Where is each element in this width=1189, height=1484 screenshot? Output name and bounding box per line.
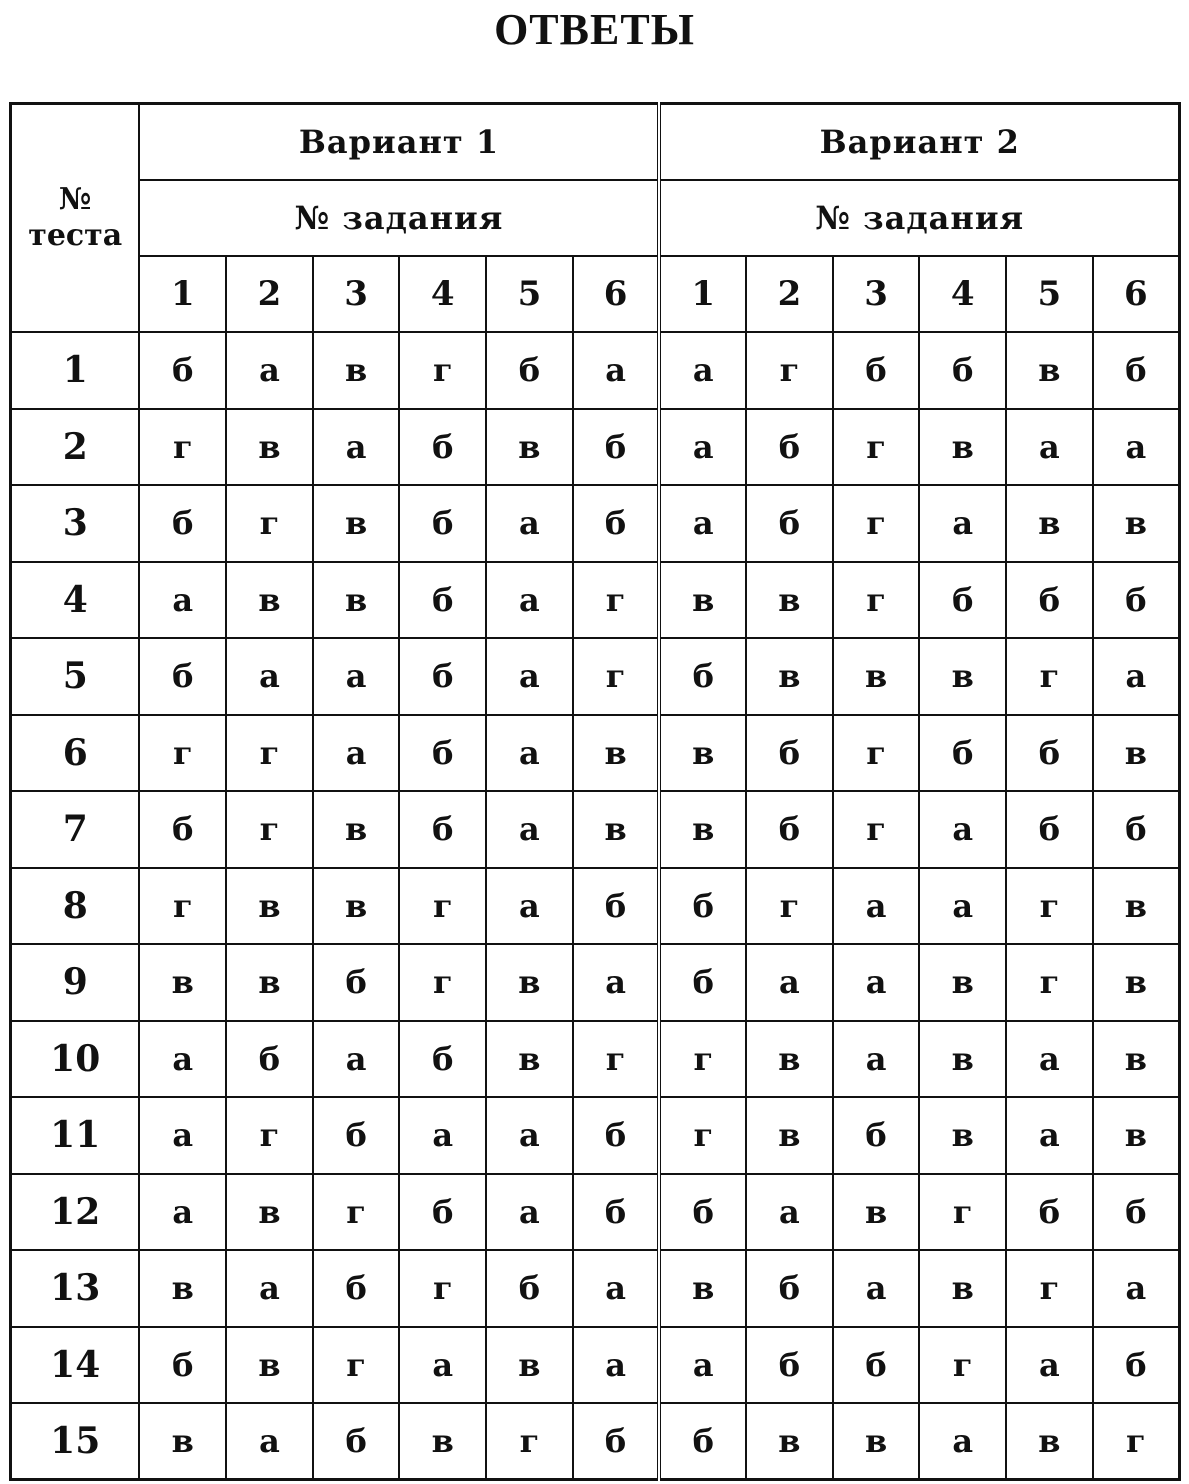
answer-cell: б <box>399 715 486 792</box>
answer-cell: г <box>833 791 920 868</box>
answer-cell: в <box>226 944 313 1021</box>
table-row <box>11 715 1180 792</box>
answers-body <box>11 332 1180 1480</box>
answer-cell: б <box>659 1174 746 1251</box>
answer-cell: б <box>139 332 226 409</box>
answer-cell: б <box>1006 1174 1093 1251</box>
answer-cell: а <box>833 944 920 1021</box>
answer-cell: в <box>1093 1097 1180 1174</box>
answer-cell: а <box>1006 1021 1093 1098</box>
variant-1-task-number: 5 <box>486 256 573 332</box>
answer-cell: г <box>139 868 226 945</box>
answer-cell: б <box>226 1021 313 1098</box>
answer-cell: а <box>1093 638 1180 715</box>
answer-cell: б <box>919 332 1006 409</box>
answer-cell: в <box>1093 485 1180 562</box>
answer-cell: б <box>399 791 486 868</box>
answer-cell: в <box>486 409 573 486</box>
answer-cell: а <box>226 638 313 715</box>
answer-cell: г <box>1093 1403 1180 1480</box>
answer-cell: б <box>486 1250 573 1327</box>
test-number-cell: 6 <box>11 715 140 792</box>
answer-cell: б <box>1006 715 1093 792</box>
answer-cell: а <box>486 1174 573 1251</box>
answer-cell: г <box>659 1097 746 1174</box>
answer-cell: а <box>139 1021 226 1098</box>
table-row <box>11 409 1180 486</box>
answer-cell: б <box>313 1250 400 1327</box>
variant-1-header: Вариант 1 <box>139 104 659 181</box>
answer-cell: г <box>746 868 833 945</box>
answer-cell: а <box>313 715 400 792</box>
variant-2-task-header: № задания <box>659 180 1179 256</box>
answer-cell: а <box>573 1327 660 1404</box>
answer-cell: г <box>399 868 486 945</box>
answer-cell: в <box>919 1021 1006 1098</box>
answer-cell: г <box>226 791 313 868</box>
answer-cell: а <box>139 1174 226 1251</box>
answer-cell: а <box>573 944 660 1021</box>
answer-cell: б <box>573 485 660 562</box>
answer-cell: в <box>313 332 400 409</box>
answer-cell: в <box>226 409 313 486</box>
answer-cell: г <box>659 1021 746 1098</box>
test-number-cell: 7 <box>11 791 140 868</box>
answer-cell: а <box>659 485 746 562</box>
answer-cell: в <box>833 1403 920 1480</box>
variant-1-task-number: 3 <box>313 256 400 332</box>
answer-cell: а <box>313 1021 400 1098</box>
answer-cell: в <box>746 1403 833 1480</box>
answer-cell: б <box>486 332 573 409</box>
answer-cell: а <box>486 868 573 945</box>
answer-cell: а <box>1006 1097 1093 1174</box>
answer-cell: в <box>313 791 400 868</box>
answer-cell: г <box>573 562 660 639</box>
answer-cell: а <box>399 1097 486 1174</box>
answer-cell: в <box>139 1403 226 1480</box>
answer-cell: в <box>139 944 226 1021</box>
answer-cell: б <box>399 562 486 639</box>
answer-cell: в <box>919 1097 1006 1174</box>
answer-cell: а <box>833 1021 920 1098</box>
variant-1-task-number: 4 <box>399 256 486 332</box>
answer-cell: г <box>399 944 486 1021</box>
answer-cell: а <box>486 791 573 868</box>
variant-2-task-number: 3 <box>833 256 920 332</box>
answer-cell: б <box>659 868 746 945</box>
answer-cell: в <box>313 868 400 945</box>
test-number-cell: 14 <box>11 1327 140 1404</box>
test-number-cell: 2 <box>11 409 140 486</box>
test-number-cell: 12 <box>11 1174 140 1251</box>
variant-2-header: Вариант 2 <box>659 104 1179 181</box>
answer-cell: в <box>659 562 746 639</box>
answer-cell: б <box>399 1021 486 1098</box>
table-row <box>11 485 1180 562</box>
answer-cell: в <box>919 944 1006 1021</box>
answer-cell: а <box>486 562 573 639</box>
table-row <box>11 1174 1180 1251</box>
answer-cell: в <box>226 1174 313 1251</box>
answer-cell: в <box>573 715 660 792</box>
answer-cell: в <box>486 1021 573 1098</box>
answers-table <box>9 102 1181 1481</box>
answer-cell: б <box>399 638 486 715</box>
answer-cell: б <box>659 1403 746 1480</box>
answer-cell: в <box>1093 944 1180 1021</box>
answer-cell: а <box>1006 409 1093 486</box>
answer-cell: в <box>226 562 313 639</box>
answer-cell: в <box>399 1403 486 1480</box>
answer-cell: г <box>833 485 920 562</box>
variant-1-task-number: 6 <box>573 256 660 332</box>
answer-cell: б <box>746 791 833 868</box>
variant-2-task-number: 2 <box>746 256 833 332</box>
answer-cell: б <box>399 485 486 562</box>
table-row <box>11 944 1180 1021</box>
answer-cell: б <box>746 409 833 486</box>
answer-cell: б <box>1093 1174 1180 1251</box>
answer-cell: б <box>139 485 226 562</box>
answer-cell: в <box>1006 1403 1093 1480</box>
answer-cell: а <box>226 332 313 409</box>
answer-cell: б <box>1093 332 1180 409</box>
answer-cell: а <box>573 1250 660 1327</box>
answer-cell: а <box>746 1174 833 1251</box>
answer-cell: г <box>1006 868 1093 945</box>
answer-cell: б <box>313 1097 400 1174</box>
answer-cell: в <box>226 868 313 945</box>
test-number-cell: 13 <box>11 1250 140 1327</box>
answer-cell: б <box>139 638 226 715</box>
page-title: ОТВЕТЫ <box>494 5 695 54</box>
answer-cell: г <box>1006 944 1093 1021</box>
answer-cell: б <box>659 638 746 715</box>
test-number-cell: 5 <box>11 638 140 715</box>
answer-cell: б <box>746 715 833 792</box>
test-number-header: № теста <box>11 104 140 333</box>
answer-cell: б <box>573 409 660 486</box>
variant-2-task-number: 1 <box>659 256 746 332</box>
answer-cell: г <box>139 715 226 792</box>
answer-cell: г <box>313 1327 400 1404</box>
answer-cell: б <box>573 868 660 945</box>
answer-cell: а <box>919 1403 1006 1480</box>
answer-cell: г <box>486 1403 573 1480</box>
answer-cell: г <box>139 409 226 486</box>
answer-cell: а <box>313 409 400 486</box>
answer-cell: а <box>313 638 400 715</box>
answer-cell: в <box>746 1097 833 1174</box>
table-row <box>11 332 1180 409</box>
answer-cell: в <box>659 791 746 868</box>
answer-cell: в <box>919 409 1006 486</box>
answer-cell: г <box>226 485 313 562</box>
answer-cell: б <box>139 791 226 868</box>
answer-cell: б <box>746 1250 833 1327</box>
answer-cell: а <box>486 1097 573 1174</box>
answer-cell: в <box>313 562 400 639</box>
answer-cell: б <box>573 1097 660 1174</box>
answer-cell: в <box>1093 1021 1180 1098</box>
test-number-cell: 4 <box>11 562 140 639</box>
variant-1-task-header: № задания <box>139 180 659 256</box>
answer-cell: а <box>1093 409 1180 486</box>
answer-cell: в <box>833 1174 920 1251</box>
answer-cell: г <box>833 562 920 639</box>
variant-2-task-number: 5 <box>1006 256 1093 332</box>
table-row <box>11 791 1180 868</box>
answer-cell: а <box>659 1327 746 1404</box>
answer-cell: в <box>919 1250 1006 1327</box>
table-row <box>11 1327 1180 1404</box>
answer-cell: а <box>486 715 573 792</box>
answer-cell: в <box>1006 485 1093 562</box>
answer-cell: г <box>833 715 920 792</box>
answer-cell: а <box>746 944 833 1021</box>
answer-cell: а <box>1093 1250 1180 1327</box>
table-row <box>11 562 1180 639</box>
answer-cell: в <box>659 1250 746 1327</box>
answer-cell: в <box>139 1250 226 1327</box>
table-row <box>11 1403 1180 1480</box>
answer-cell: г <box>833 409 920 486</box>
test-number-cell: 15 <box>11 1403 140 1480</box>
test-number-cell: 3 <box>11 485 140 562</box>
answer-cell: б <box>573 1174 660 1251</box>
answer-cell: г <box>226 715 313 792</box>
answer-cell: б <box>139 1327 226 1404</box>
answer-cell: а <box>833 868 920 945</box>
answer-cell: а <box>659 409 746 486</box>
answer-cell: в <box>659 715 746 792</box>
answer-cell: а <box>399 1327 486 1404</box>
answer-cell: г <box>919 1327 1006 1404</box>
answer-cell: б <box>919 562 1006 639</box>
answer-cell: а <box>1006 1327 1093 1404</box>
answer-cell: б <box>746 485 833 562</box>
answer-cell: г <box>573 638 660 715</box>
answer-cell: в <box>746 638 833 715</box>
answer-cell: а <box>573 332 660 409</box>
table-row <box>11 1021 1180 1098</box>
answer-cell: б <box>1006 791 1093 868</box>
test-number-cell: 8 <box>11 868 140 945</box>
answer-cell: в <box>1093 868 1180 945</box>
answer-cell: б <box>1093 562 1180 639</box>
table-row <box>11 1097 1180 1174</box>
answer-cell: г <box>1006 638 1093 715</box>
answer-cell: в <box>573 791 660 868</box>
answer-cell: а <box>919 791 1006 868</box>
answer-cell: б <box>919 715 1006 792</box>
answer-cell: в <box>746 562 833 639</box>
answer-cell: б <box>573 1403 660 1480</box>
answer-cell: б <box>1006 562 1093 639</box>
answer-cell: б <box>659 944 746 1021</box>
answer-cell: б <box>313 1403 400 1480</box>
answer-cell: г <box>313 1174 400 1251</box>
answer-cell: г <box>746 332 833 409</box>
answer-cell: г <box>919 1174 1006 1251</box>
answer-cell: в <box>1006 332 1093 409</box>
variant-1-task-number: 2 <box>226 256 313 332</box>
test-number-cell: 11 <box>11 1097 140 1174</box>
variant-2-task-number: 6 <box>1093 256 1180 332</box>
answer-cell: б <box>399 1174 486 1251</box>
answer-cell: в <box>486 1327 573 1404</box>
answer-cell: в <box>486 944 573 1021</box>
answer-cell: в <box>1093 715 1180 792</box>
answer-cell: г <box>226 1097 313 1174</box>
answer-cell: а <box>139 562 226 639</box>
answer-cell: б <box>746 1327 833 1404</box>
answer-cell: а <box>486 638 573 715</box>
answer-cell: б <box>313 944 400 1021</box>
answer-cell: г <box>399 1250 486 1327</box>
answer-cell: б <box>1093 791 1180 868</box>
test-number-cell: 9 <box>11 944 140 1021</box>
answer-cell: б <box>399 409 486 486</box>
answer-cell: б <box>833 1097 920 1174</box>
answer-cell: в <box>833 638 920 715</box>
answer-cell: г <box>399 332 486 409</box>
variant-2-task-number: 4 <box>919 256 1006 332</box>
table-row <box>11 1250 1180 1327</box>
answer-cell: б <box>833 332 920 409</box>
answer-cell: в <box>919 638 1006 715</box>
answer-cell: а <box>486 485 573 562</box>
answer-cell: а <box>833 1250 920 1327</box>
table-row <box>11 638 1180 715</box>
task-number-row <box>11 256 1180 332</box>
answer-cell: а <box>919 485 1006 562</box>
answer-cell: а <box>659 332 746 409</box>
answer-cell: г <box>573 1021 660 1098</box>
answer-cell: а <box>226 1250 313 1327</box>
table-row <box>11 868 1180 945</box>
answer-cell: в <box>313 485 400 562</box>
answer-cell: б <box>833 1327 920 1404</box>
test-number-cell: 1 <box>11 332 140 409</box>
answer-cell: а <box>139 1097 226 1174</box>
answer-cell: в <box>746 1021 833 1098</box>
answer-cell: а <box>919 868 1006 945</box>
test-number-cell: 10 <box>11 1021 140 1098</box>
answer-cell: в <box>226 1327 313 1404</box>
answer-cell: г <box>1006 1250 1093 1327</box>
answer-cell: а <box>226 1403 313 1480</box>
variant-1-task-number: 1 <box>139 256 226 332</box>
answer-cell: б <box>1093 1327 1180 1404</box>
